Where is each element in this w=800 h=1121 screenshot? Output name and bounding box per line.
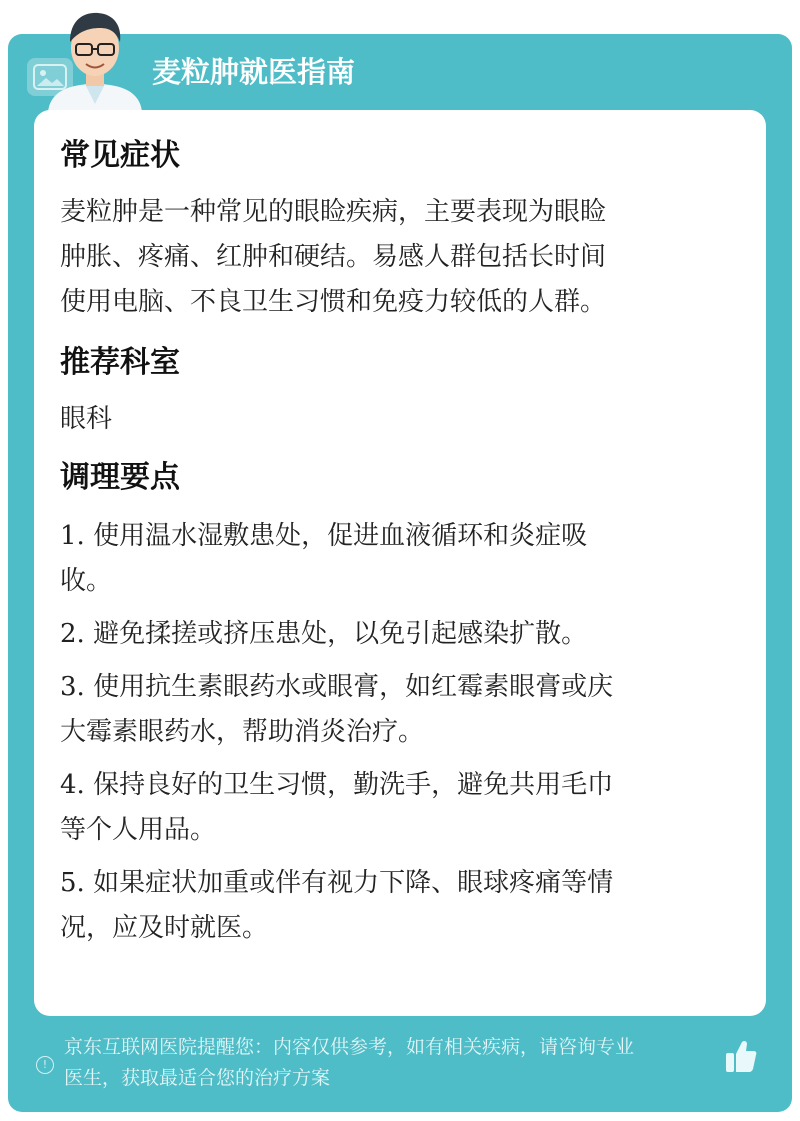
doctor-avatar xyxy=(40,4,150,112)
section-title-care-points: 调理要点 xyxy=(60,460,180,495)
symptoms-line: 肿胀、疼痛、红肿和硬结。易感人群包括长时间 xyxy=(60,242,607,272)
item-text: 等个人用品。 xyxy=(60,815,217,845)
department-value: 眼科 xyxy=(60,404,113,434)
content-card xyxy=(34,110,766,1016)
item-number: 2. xyxy=(60,619,85,649)
item-text: 如果症状加重或伴有视力下降、眼球疼痛等情 xyxy=(93,868,614,898)
item-text: 保持良好的卫生习惯，勤洗手，避免共用毛巾 xyxy=(93,770,614,800)
disclaimer-text xyxy=(64,1032,728,1094)
item-number: 3. xyxy=(60,672,85,702)
page-title: 麦粒肿就医指南 xyxy=(152,55,356,89)
item-number: 5. xyxy=(60,868,85,898)
symptoms-line: 使用电脑、不良卫生习惯和免疫力较低的人群。 xyxy=(60,287,607,317)
info-icon: ! xyxy=(36,1056,54,1074)
item-number: 4. xyxy=(60,770,85,800)
list-item xyxy=(60,612,740,657)
disclaimer-footer xyxy=(36,1032,736,1094)
item-number: 1. xyxy=(60,521,85,551)
item-text: 使用温水湿敷患处，促进血液循环和炎症吸 xyxy=(93,521,588,551)
disclaimer-line: 医生，获取最适合您的治疗方案 xyxy=(64,1067,331,1089)
list-item xyxy=(60,861,740,951)
content-body xyxy=(60,134,740,951)
item-text: 使用抗生素眼药水或眼膏，如红霉素眼膏或庆 xyxy=(93,672,614,702)
item-text: 况，应及时就医。 xyxy=(60,913,269,943)
item-text: 大霉素眼药水，帮助消炎治疗。 xyxy=(60,717,425,747)
thumbs-up-icon[interactable] xyxy=(724,1038,758,1078)
section-title-department: 推荐科室 xyxy=(60,345,180,380)
section-title-symptoms: 常见症状 xyxy=(60,138,180,173)
list-item xyxy=(60,514,740,604)
item-text: 收。 xyxy=(60,566,113,596)
symptoms-line: 麦粒肿是一种常见的眼睑疾病，主要表现为眼睑 xyxy=(60,197,607,227)
disclaimer-line: 京东互联网医院提醒您：内容仅供参考，如有相关疾病，请咨询专业 xyxy=(64,1036,635,1058)
list-item xyxy=(60,665,740,755)
list-item xyxy=(60,763,740,853)
item-text: 避免揉搓或挤压患处，以免引起感染扩散。 xyxy=(93,619,588,649)
